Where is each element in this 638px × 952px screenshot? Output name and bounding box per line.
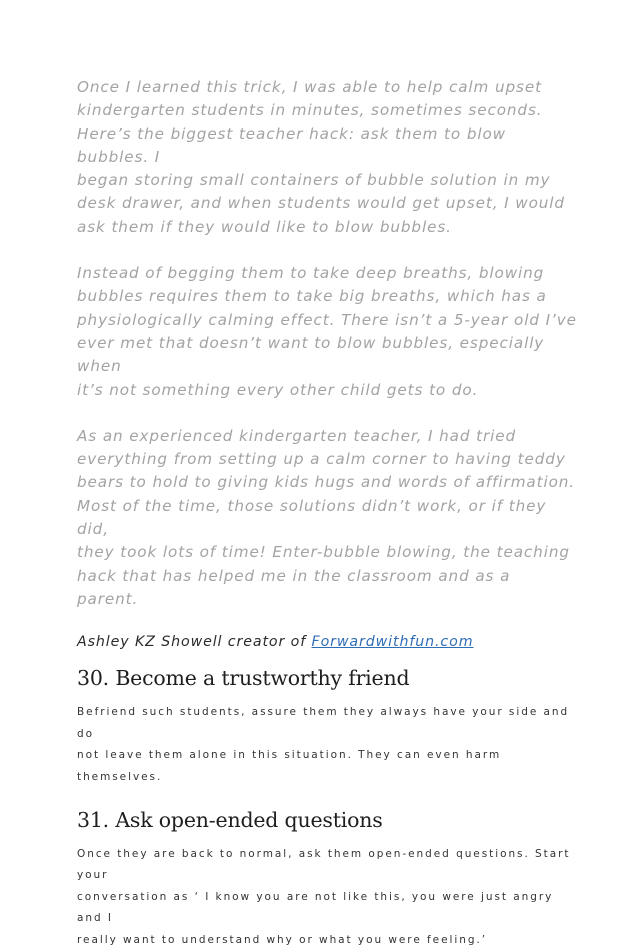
quote-paragraph: Instead of begging them to take deep breaths, blowing bubbles requires them to take big breaths, which has a physiologically calming effect. There isn’t a 5-year old I’ve ever met that doesn’t want to blow bubbles, especially when it’s not something every other child gets to do. (77, 264, 577, 399)
quote-attribution (77, 631, 577, 653)
section-heading-31: 31. Ask open-ended questions (77, 807, 383, 832)
section-heading-30: 30. Become a trustworthy friend (77, 666, 410, 691)
attribution-text: Ashley KZ Showell creator of (77, 634, 312, 651)
document-page (77, 76, 577, 952)
section-body-31: Once they are back to normal, ask them open-ended questions. Start your conversation as ‘ I know you are not like this, you were just angry and I really want to understand why or what you were feeling.’ (77, 847, 571, 946)
quote-paragraph: As an experienced kindergarten teacher, I had tried everything from setting up a calm corner to having teddy bears to hold to giving kids hugs and words of affirmation. Most of the time, those solutions didn’t work, or if they did, they took lots of time! Enter-bubble blowing, the teaching hack that has helped me in the classroom and as a parent. (77, 426, 576, 608)
source-link[interactable]: Forwardwithfun.com (311, 634, 474, 651)
quote-block (77, 76, 577, 611)
section-body-30: Befriend such students, assure them they always have your side and do not leave them alone in this situation. They can even harm themselves. (77, 706, 570, 784)
quote-paragraph: Once I learned this trick, I was able to help calm upset kindergarten students in minutes, sometimes seconds. Here’s the biggest teacher hack: ask them to blow bubbles. I began storing small containers of bubble solution in my desk drawer, and when students would get upset, I would ask them if they would like to blow bubbles. (77, 78, 565, 236)
